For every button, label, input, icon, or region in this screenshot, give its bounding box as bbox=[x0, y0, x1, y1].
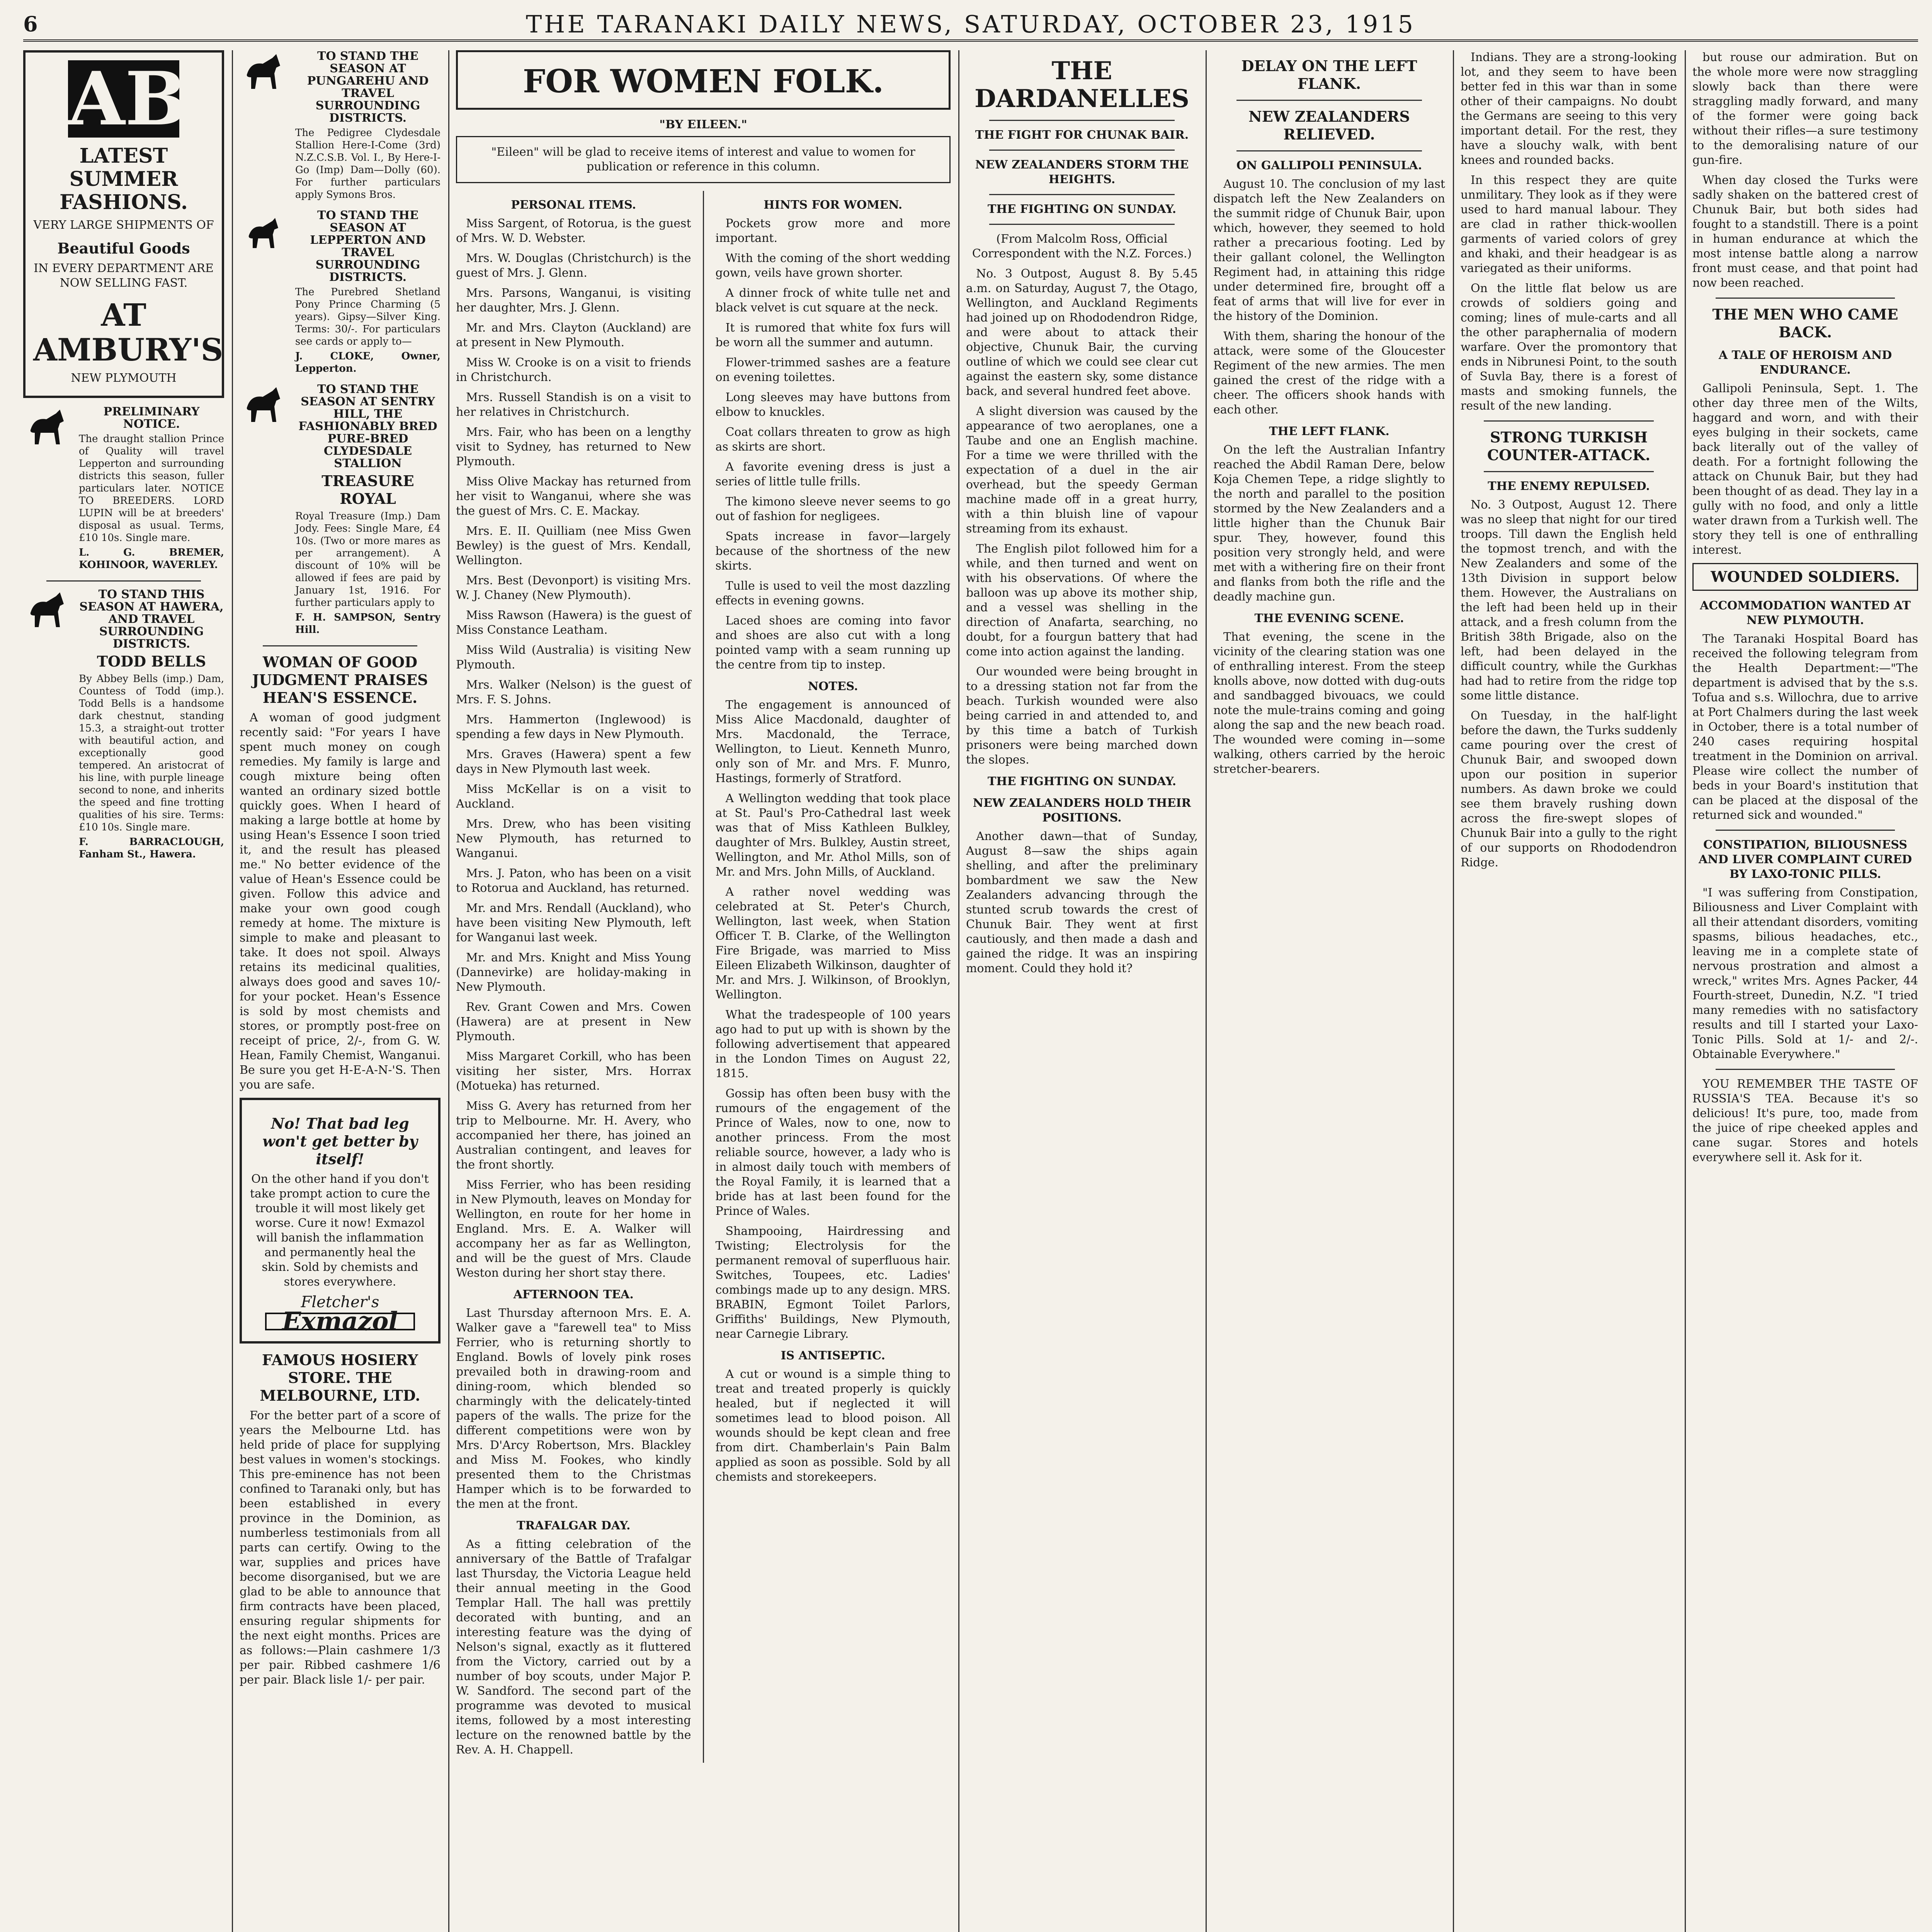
personal-item: Miss Ferrier, who has been residing in New Plymouth, leaves on Monday for Wellington, en route for her home in England. Mrs. E. A. Walker will accompany her as far as Wellington, and will be the guest of Mrs. Claude Weston during her short stay there. bbox=[456, 1178, 691, 1280]
women-folk-title-box bbox=[456, 50, 951, 110]
hint-item: Coat collars threaten to grow as high as skirts are short. bbox=[715, 425, 951, 454]
stallion-advert bbox=[23, 406, 224, 573]
page-number: 6 bbox=[23, 12, 38, 36]
personal-item: Mrs. Hammerton (Inglewood) is spending a few days in New Plymouth. bbox=[456, 713, 691, 741]
left-flank-heading: THE LEFT FLANK. bbox=[1269, 425, 1389, 438]
personal-item: Miss W. Crooke is on a visit to friends in Christchurch. bbox=[456, 356, 691, 384]
hint-item: Long sleeves may have buttons from elbow to knuckles. bbox=[715, 391, 951, 419]
trafalgar-text: As a fitting celebration of the anniversary of the Battle of Trafalgar last Thursday, the Victoria League held their annual meeting in the Good Templar Hall. The hall was prettily decorated with bunting, and an interesting feature was the dying of Nelson's signal, exactly as it fluttered from the Victory, carried out by a number of boy scouts, under Major P. W. Sandford. The second part of the programme was devoted to musical items, followed by a most interesting lecture on the renowned battle by the Rev. A. H. Chappell. bbox=[456, 1537, 691, 1757]
note-item: The engagement is announced of Miss Alice Macdonald, daughter of Mrs. Macdonald, the Terrace, Wellington, to Lieut. Kenneth Munro, only son of Mr. and Mrs. F. Munro, Hastings, formerly of Stratford. bbox=[715, 698, 951, 785]
col7-paragraph: but rouse our admiration. But on the whole more were now straggling slowly back than there were straggling madly forward, and many of the former were going back without their rifles—a sure testimony to the demoralising nature of our gun-fire. bbox=[1692, 51, 1918, 167]
column-2 bbox=[240, 50, 440, 1932]
column-rule bbox=[1453, 50, 1454, 1932]
laxo-tonic-heading: CONSTIPATION, BILIOUSNESS AND LIVER COMPLAINT CURED BY LAXO-TONIC PILLS. bbox=[1698, 838, 1912, 881]
hint-item: Tulle is used to veil the most dazzling effects in evening gowns. bbox=[715, 579, 951, 607]
men-came-back-text: Gallipoli Peninsula, Sept. 1. The other day three men of the Wilts, haggard and worn, and with their eyes bulging in their sockets, came back literally out of the valley of death. For a fortnight following the attack on Chunuk Bair, but they had been thought of as dead. They lay in a gully with no food, and only a little water drawn from a Turkish well. The story they tell is one of enthralling interest. bbox=[1692, 382, 1918, 557]
afternoon-tea-heading: AFTERNOON TEA. bbox=[513, 1288, 634, 1301]
column-rule bbox=[958, 50, 959, 1932]
hold-positions-text: Another dawn—that of Sunday, August 8—saw the ships again shelling, and after the preliminary bombardment we saw the New Zealanders advancing through the stunted scrub towards the crest of Chunuk Bair. They went at first cautiously, and then made a dash and gained the ridge. It was an inspiring moment. Could they hold it? bbox=[966, 830, 1198, 975]
treasure-royal-heading: TO STAND THE SEASON AT SENTRY HILL, THE FASHIONABLY BRED PURE-BRED CLYDESDALE STALLION bbox=[298, 383, 437, 470]
prince-charming-advert bbox=[240, 209, 440, 377]
column-rule bbox=[1206, 50, 1207, 1932]
ambury-headline: LATEST SUMMER FASHIONS. bbox=[60, 144, 188, 214]
hints-heading: HINTS FOR WOMEN. bbox=[764, 198, 903, 212]
treasure-royal-text: Royal Treasure (Imp.) Dam Jody. Fees: Single Mare, £4 10s. (Two or more mares as per arrangement). A discount of 10% will be allowed if fees are paid by January 1st, 1916. For further particulars apply to bbox=[295, 510, 440, 609]
prince-charming-heading: TO STAND THE SEASON AT LEPPERTON AND TRAVEL SURROUNDING DISTRICTS. bbox=[310, 209, 426, 284]
hosiery-headline: FAMOUS HOSIERY STORE. THE MELBOURNE, LTD. bbox=[260, 1351, 420, 1404]
counter-attack-column bbox=[1461, 50, 1677, 1932]
personal-item: Mrs. Parsons, Wanganui, is visiting her daughter, Mrs. J. Glenn. bbox=[456, 286, 691, 315]
exmazol-product: Exmazol bbox=[265, 1313, 415, 1330]
ambury-place: NEW PLYMOUTH bbox=[71, 371, 177, 385]
women-folk-title: FOR WOMEN FOLK. bbox=[523, 63, 884, 100]
treasure-royal-footer: F. H. SAMPSON, Sentry Hill. bbox=[295, 612, 440, 636]
men-came-back-heading: THE MEN WHO CAME BACK. bbox=[1712, 306, 1898, 341]
women-col-right bbox=[716, 191, 951, 1763]
wounded-soldiers-text: The Taranaki Hospital Board has received the following telegram from the Health Department:—"The department is advised that by the s.s. Tofua and s.s. Willochra, due to arrive at Port Chalmers during the last week in October, there is a total number of 240 cases requiring hospital treatment in the Dominion on arrival. Please wire collect the number of beds in your Board's institution that can be placed at the disposal of the returned sick and wounded." bbox=[1692, 632, 1918, 822]
column-rule bbox=[1685, 50, 1686, 1932]
personal-item: Miss Olive Mackay has returned from her visit to Wanganui, where she was the guest of Mrs. C. E. Mackay. bbox=[456, 475, 691, 518]
stallion-heading: PRELIMINARY NOTICE. bbox=[103, 405, 200, 431]
women-col-left bbox=[456, 191, 691, 1763]
delay-column bbox=[1213, 50, 1445, 1932]
hint-item: Pockets grow more and more important. bbox=[715, 217, 951, 245]
ab-logo: AB bbox=[68, 56, 187, 142]
evening-scene-text: That evening, the scene in the vicinity of the clearing station was one of enthralling interest. From the steep knolls above, now dotted with dug-outs and sandbagged bivouacs, we could note the mule-trains coming and going along the sap and the new beach road. The wounded were coming in—some walking, others carried by the heroic stretcher-bearers. bbox=[1213, 630, 1445, 776]
personal-item: Mrs. J. Paton, who has been on a visit to Rotorua and Auckland, has returned. bbox=[456, 867, 691, 895]
note-item: A Wellington wedding that took place at St. Paul's Pro-Cathedral last week was that of Miss Kathleen Bulkley, daughter of Mrs. Bulkley, Austin street, Wellington, and Mr. Athol Mills, son of Mr. and Mrs. John Mills, of Auckland. bbox=[715, 792, 951, 879]
horse-icon bbox=[240, 50, 290, 93]
dardanelles-credit: (From Malcolm Ross, Official Correspondent with the N.Z. Forces.) bbox=[972, 232, 1192, 260]
dardanelles-column bbox=[966, 50, 1198, 1932]
dardanelles-sub3: THE FIGHTING ON SUNDAY. bbox=[987, 202, 1177, 216]
personal-item: Miss G. Avery has returned from her trip to Melbourne. Mr. H. Avery, who accompanied her there, has joined an Australian contingent, and leaves for the front shortly. bbox=[456, 1099, 691, 1172]
personal-item: Mrs. Best (Devonport) is visiting Mrs. W. J. Chaney (New Plymouth). bbox=[456, 574, 691, 602]
personal-item: Mrs. Graves (Hawera) spent a few days in New Plymouth last week. bbox=[456, 748, 691, 776]
personal-item: Mrs. Russell Standish is on a visit to her relatives in Christchurch. bbox=[456, 391, 691, 419]
dardanelles-paragraph: A slight diversion was caused by the appearance of two aeroplanes, one a Taube and one an English machine. For a time we were thrilled with the expectation of a duel in the air overhead, but the speedy German machine made off in a great hurry, with a thin bluish line of vapour streaming from its exhaust. bbox=[966, 405, 1198, 536]
hint-item: Spats increase in favor—largely because of the shortness of the new skirts. bbox=[715, 530, 951, 573]
ambury-line3: IN EVERY DEPARTMENT ARE NOW SELLING FAST. bbox=[34, 262, 214, 290]
horse-icon bbox=[240, 383, 290, 426]
exmazol-text: On the other hand if you don't take prompt action to cure the trouble it will most likely get worse. Cure it now! Exmazol will banish the inflammation and permanently heal the skin. Sold by chemists and stores everywhere. bbox=[250, 1172, 430, 1289]
dardanelles-sub1: THE FIGHT FOR CHUNAK BAIR. bbox=[975, 128, 1189, 142]
counter-attack-text: No. 3 Outpost, August 12. There was no sleep that night for our tired troops. Till dawn the English held the topmost trench, and with the New Zealanders and some of the 13th Division in support below them. However, the Australians on the left had been held up in their attack, and a fresh column from the British 38th Brigade, also on the left, had been delayed in the difficult country, while the Gurkhas had had to retire from the ridge top some little distance. bbox=[1461, 498, 1677, 702]
personal-item: Mrs. E. II. Quilliam (nee Miss Gwen Bewley) is the guest of Mrs. Kendall, Wellington. bbox=[456, 524, 691, 567]
personal-items-heading: PERSONAL ITEMS. bbox=[511, 198, 636, 212]
heans-text: A woman of good judgment recently said: "For years I have spent much money on cough remedies. My family is large and cough mixture being often wanted an ordinary sized bottle quickly goes. When I heard of making a large bottle at home by using Hean's Essence I soon tried it, and the result has pleased me." No better evidence of the value of Hean's Essence could be given. Follow this advice and make your own good cough remedy at home. The mixture is simple to make and pleasant to take. It does not spoil. Always retains its medicinal qualities, always does good and saves 10/- for your pocket. Hean's Essence is sold by most chemists and stores, or promptly post-free on receipt of price, 2/-, from G. W. Hean, Family Chemist, Wanganui. Be sure you get H-E-A-N-'S. Then you are safe. bbox=[240, 711, 440, 1092]
exmazol-headline: No! That bad leg won't get better by itself! bbox=[262, 1115, 418, 1168]
ambury-line1: VERY LARGE SHIPMENTS OF bbox=[33, 218, 214, 232]
dardanelles-paragraph: The English pilot followed him for a while, and then turned and went on with his observations. Of where the balloon was up above its mother ship, and a vessel was shelling in the direction of Anafarta, searching, no doubt, for a fourgun battery that had come into action against the landing. bbox=[966, 542, 1198, 658]
todd-bells-advert bbox=[23, 588, 224, 863]
heans-headline: WOMAN OF GOOD JUDGMENT PRAISES HEAN'S ESSENCE. bbox=[252, 653, 428, 706]
personal-item: Rev. Grant Cowen and Mrs. Cowen (Hawera) are at present in New Plymouth. bbox=[456, 1000, 691, 1043]
masthead bbox=[23, 9, 1918, 42]
treasure-royal-advert bbox=[240, 383, 440, 638]
exmazol-advert bbox=[240, 1098, 440, 1344]
indians-paragraph: On the little flat below us are crowds of soldiers going and coming; lines of mule-carts and all the other paraphernalia of modern warfare. Over the promontory that ends in Nibrunesi Point, to the south of Suvla Bay, there is a forest of masts and smoking funnels, the result of the new landing. bbox=[1461, 282, 1677, 413]
men-came-back-sub: A TALE OF HEROISM AND ENDURANCE. bbox=[1718, 349, 1892, 377]
here-i-come-heading: TO STAND THE SEASON AT PUNGAREHU AND TRAVEL SURROUNDING DISTRICTS. bbox=[307, 50, 429, 125]
amburys-advert bbox=[23, 50, 224, 398]
enemy-repulsed-heading: THE ENEMY REPULSED. bbox=[1488, 480, 1650, 493]
antiseptic-text: A cut or wound is a simple thing to treat and treated properly is quickly healed, but if neglected it will sometimes lead to blood poison. All wounds should be kept clean and free from dirt. Chamberlain's Pain Balm applied as soon as possible. Sold by all chemists and storekeepers. bbox=[715, 1367, 951, 1484]
personal-item: Miss Wild (Australia) is visiting New Plymouth. bbox=[456, 643, 691, 672]
laxo-tonic-text: "I was suffering from Constipation, Biliousness and Liver Complaint with all their attendant disorders, vomiting spasms, bilious headaches, etc., leaving me in a complete state of nervous prostration and almost a wreck," writes Mrs. Agnes Packer, 44 Fourth-street, Dunedin, N.Z. "I tried many remedies with no satisfactory results and till I started your Laxo-Tonic Pills. Sold at 1/- and 2/-. Obtainable Everywhere." bbox=[1692, 886, 1918, 1061]
personal-item: Miss Sargent, of Rotorua, is the guest of Mrs. W. D. Webster. bbox=[456, 217, 691, 245]
todd-bells-heading: TO STAND THIS SEASON AT HAWERA, AND TRAVEL SURROUNDING DISTRICTS. bbox=[79, 588, 224, 651]
horse-icon bbox=[23, 406, 73, 448]
ambury-line2: Beautiful Goods bbox=[57, 240, 190, 257]
indians-paragraph: Indians. They are a strong-looking lot, and they seem to have been better fed in this war than in some other of their campaigns. No doubt the Germans are seeing to this very important detail. For the rest, they have a slouchy walk, with bent knees and rounded backs. bbox=[1461, 51, 1677, 167]
hint-item: Laced shoes are coming into favor and shoes are also cut with a long pointed vamp with a seam running up the centre from tip to instep. bbox=[715, 614, 951, 672]
prince-charming-text: The Purebred Shetland Pony Prince Charming (5 years). Gipsy—Silver King. Terms: 30/-. For particulars see cards or apply to— bbox=[295, 286, 440, 347]
personal-item: Mrs. W. Douglas (Christchurch) is the guest of Mrs. J. Glenn. bbox=[456, 252, 691, 280]
hint-item: A dinner frock of white tulle net and black velvet is cut square at the neck. bbox=[715, 286, 951, 315]
horse-icon bbox=[23, 588, 73, 631]
trafalgar-heading: TRAFALGAR DAY. bbox=[516, 1519, 631, 1532]
here-i-come-text: The Pedigree Clydesdale Stallion Here-I-Come (3rd) N.Z.C.S.B. Vol. I., By Here-I-Go (Imp) Dam—Dolly (60). For further particulars apply Symons Bros. bbox=[295, 127, 440, 201]
gossip-text: Gossip has often been busy with the rumours of the engagement of the Prince of Wales, now to one, now to another princess. From the most reliable source, however, a lady who is in almost daily touch with members of the Royal Family, it is learned that a bride has at last been found for the Prince of Wales. bbox=[715, 1087, 951, 1218]
women-folk-section bbox=[456, 50, 951, 1932]
stallion-footer: L. G. BREMER, KOHINOOR, WAVERLEY. bbox=[79, 547, 224, 571]
personal-item: Mr. and Mrs. Knight and Miss Young (Dannevirke) are holiday-making in New Plymouth. bbox=[456, 951, 691, 994]
hint-item: A favorite evening dress is just a series of little tulle frills. bbox=[715, 460, 951, 488]
shampoo-advert: Shampooing, Hairdressing and Twisting; Electrolysis for the permanent removal of superfluous hair. Switches, Toupees, etc. Ladies' combings made up to any design. MRS. BRABIN, Egmont Toilet Parlors, Griffiths' Buildings, New Plymouth, near Carnegie Library. bbox=[715, 1225, 951, 1341]
note-item: What the tradespeople of 100 years ago had to put up with is shown by the following advertisement that appeared in the London Times on August 22, 1815. bbox=[715, 1008, 951, 1080]
hint-item: With the coming of the short wedding gown, veils have grown shorter. bbox=[715, 252, 951, 280]
todd-bells-text: By Abbey Bells (imp.) Dam, Countess of Todd (imp.). Todd Bells is a handsome dark chestnut, standing 15.3, a straight-out trotter with beautiful action, and exceptionally good tempered. An aristocrat of his line, with purple lineage second to none, and inherits the speed and fine trotting qualities of his sire. Terms: £10 10s. Single mare. bbox=[79, 673, 224, 833]
personal-item: Mrs. Fair, who has been on a lengthy visit to Sydney, has returned to New Plymouth. bbox=[456, 425, 691, 468]
dardanelles-paragraph: No. 3 Outpost, August 8. By 5.45 a.m. on Saturday, August 7, the Otago, Wellington, and Auckland Regiments had joined up on Rhododendron Ridge, and were about to attack their objective, Chunuk Bair, the curving outline of which we could see clear cut against the eastern sky, some distance back, and several hundred feet above. bbox=[966, 267, 1198, 398]
masthead-title: THE TARANAKI DAILY NEWS, SATURDAY, OCTOBER 23, 1915 bbox=[526, 10, 1416, 38]
personal-item: Miss Rawson (Hawera) is the guest of Miss Constance Leatham. bbox=[456, 609, 691, 637]
hint-item: The kimono sleeve never seems to go out of fashion for negligees. bbox=[715, 495, 951, 523]
exmazol-brand: Fletcher's bbox=[301, 1293, 379, 1311]
delay-place: ON GALLIPOLI PENINSULA. bbox=[1236, 159, 1422, 172]
afternoon-tea-text: Last Thursday afternoon Mrs. E. A. Walker gave a "farewell tea" to Miss Ferrier, who is returning shortly to England. Bowls of lovely pink roses prevailed both in drawing-room and dining-room, which blended so charmingly with the delicately-tinted papers of the walls. The prize for the different competitions were won by Mrs. D'Arcy Robertson, Mrs. Blackley and Miss M. Fookes, who kindly presented them to the Christmas Hamper which is to be forwarded to the men at the front. bbox=[456, 1306, 691, 1511]
hint-item: Flower-trimmed sashes are a feature on evening toilettes. bbox=[715, 356, 951, 384]
dardanelles-paragraph: Our wounded were being brought in to a dressing station not far from the beach. Turkish wounded were also being carried in and attended to, and by this time a batch of Turkish prisoners were being marched down the slopes. bbox=[966, 665, 1198, 767]
pony-icon bbox=[240, 209, 290, 252]
personal-item: Mrs. Walker (Nelson) is the guest of Mrs. F. S. Johns. bbox=[456, 678, 691, 706]
column-rule bbox=[232, 50, 233, 1932]
delay-paragraph: With them, sharing the honour of the attack, were some of the Gloucester Regiment of the new armies. The men gained the crest of the ridge with a cheer. The officers shook hands with each other. bbox=[1213, 330, 1445, 417]
delay-heading: DELAY ON THE LEFT FLANK. bbox=[1241, 57, 1417, 92]
counter-attack-heading: STRONG TURKISH COUNTER-ATTACK. bbox=[1487, 429, 1651, 464]
relieved-heading: NEW ZEALANDERS RELIEVED. bbox=[1248, 108, 1410, 143]
personal-item: Mr. and Mrs. Rendall (Auckland), who have been visiting New Plymouth, left for Wanganui last week. bbox=[456, 901, 691, 944]
hold-positions-heading: NEW ZEALANDERS HOLD THEIR POSITIONS. bbox=[973, 796, 1191, 825]
todd-bells-name: TODD BELLS bbox=[97, 653, 206, 670]
counter-attack-text-2: On Tuesday, in the half-light before the dawn, the Turks suddenly came pouring over the crest of Chunuk Bair, and swooped down upon our position in superior numbers. As dawn broke we could see them bravely rushing down across the fire-swept slopes of Chunuk Bair into a gully to the right of our supports on Rhododendron Ridge. bbox=[1461, 709, 1677, 869]
wounded-soldiers-sub: ACCOMMODATION WANTED AT NEW PLYMOUTH. bbox=[1700, 599, 1911, 627]
personal-item: Miss Margaret Corkill, who has been visiting her sister, Mrs. Horrax (Motueka) has returned. bbox=[456, 1050, 691, 1093]
antiseptic-heading: IS ANTISEPTIC. bbox=[781, 1349, 885, 1362]
personal-item: Miss McKellar is on a visit to Auckland. bbox=[456, 782, 691, 811]
note-item: A rather novel wedding was celebrated at St. Peter's Church, Wellington, last week, when Station Officer T. B. Clarke, of the Wellington Fire Brigade, was married to Miss Eileen Elizabeth Wilkinson, daughter of Mr. and Mrs. J. Wilkinson, of Brooklyn, Wellington. bbox=[715, 885, 951, 1002]
col7-paragraph: When day closed the Turks were sadly shaken on the battered crest of Chunuk Bair, but both sides had fought to a standstill. There is a point in human endurance at which the most intense battle along a narrow front must cease, and that point had now been reached. bbox=[1692, 173, 1918, 290]
women-folk-byline: "BY EILEEN." bbox=[659, 118, 747, 131]
left-flank-text: On the left the Australian Infantry reached the Abdil Raman Dere, below Koja Chemen Tepe, a ridge slightly to the north and parallel to the position stormed by the New Zealanders and a little higher than the Chunuk Bair spur. They, however, found this position very strongly held, and were met with a withering fire on their front and flanks from both the rifle and the deadly machine gun. bbox=[1213, 443, 1445, 604]
here-i-come-advert bbox=[240, 50, 440, 203]
delay-paragraph: August 10. The conclusion of my last dispatch left the New Zealanders on the summit ridge of Chunuk Bair, upon which, however, they seemed to hold rather a precarious footing. Led by their gallant colonel, the Wellington Regiment had, in attaining this ridge under determined fire, brought off a feat of arms that will live for ever in the history of the Dominion. bbox=[1213, 177, 1445, 323]
treasure-royal-name: TREASURE ROYAL bbox=[321, 472, 414, 507]
women-folk-intro: "Eileen" will be glad to receive items of interest and value to women for publication or reference in this column. bbox=[456, 136, 951, 183]
dardanelles-sub2: NEW ZEALANDERS STORM THE HEIGHTS. bbox=[975, 158, 1189, 186]
personal-item: Mr. and Mrs. Clayton (Auckland) are at present in New Plymouth. bbox=[456, 321, 691, 349]
stallion-text: The draught stallion Prince of Quality will travel Lepperton and surrounding districts this season, fuller particulars later. NOTICE TO BREEDERS. LORD LUPIN will be at breeders' disposal as usual. Terms, £10 10s. Single mare. bbox=[79, 433, 224, 544]
hosiery-text: For the better part of a score of years the Melbourne Ltd. has held pride of place for supplying best values in women's stockings. This pre-eminence has not been confined to Taranaki only, but has been established in every province in the Dominion, as numberless testimonials from all parts can certify. Owing to the war, supplies and prices have become disorganised, but we are glad to be able to announce that firm contracts have been placed, ensuring regular shipments for the next eight months. Prices are as follows:—Plain cashmere 1/3 per pair. Ribbed cashmere 1/6 per pair. Black lisle 1/- per pair. bbox=[240, 1409, 440, 1687]
wounded-soldiers-heading: WOUNDED SOLDIERS. bbox=[1711, 568, 1900, 585]
notes-heading: NOTES. bbox=[808, 680, 858, 693]
personal-item: Mrs. Drew, who has been visiting New Plymouth, has returned to Wanganui. bbox=[456, 817, 691, 860]
prince-charming-footer: J. CLOKE, Owner, Lepperton. bbox=[295, 350, 440, 374]
tea-advert: YOU REMEMBER THE TASTE OF RUSSIA'S TEA. Because it's so delicious! It's pure, too, made from the juice of ripe cheeked apples and cane sugar. Stores and hotels everywhere sell it. Ask for it. bbox=[1692, 1077, 1918, 1164]
ambury-name: AT AMBURY'S bbox=[33, 297, 223, 368]
todd-bells-footer: F. BARRACLOUGH, Fanham St., Hawera. bbox=[79, 836, 224, 860]
evening-scene-heading: THE EVENING SCENE. bbox=[1254, 612, 1404, 625]
column-rule bbox=[448, 50, 449, 1932]
hint-item: It is rumored that white fox furs will be worn all the summer and autumn. bbox=[715, 321, 951, 349]
column-1 bbox=[23, 50, 224, 1932]
indians-paragraph: In this respect they are quite unmilitary. They look as if they were used to hard manual labour. They are clad in rather thick-woollen garments of varied colors of grey and khaki, and their headgear is as variegated as their uniforms. bbox=[1461, 173, 1677, 275]
wounded-soldiers-box bbox=[1692, 563, 1918, 591]
column-7 bbox=[1692, 50, 1918, 1932]
dardanelles-title: THE DARDANELLES bbox=[975, 56, 1189, 113]
fighting-sunday-heading: THE FIGHTING ON SUNDAY. bbox=[987, 775, 1177, 788]
